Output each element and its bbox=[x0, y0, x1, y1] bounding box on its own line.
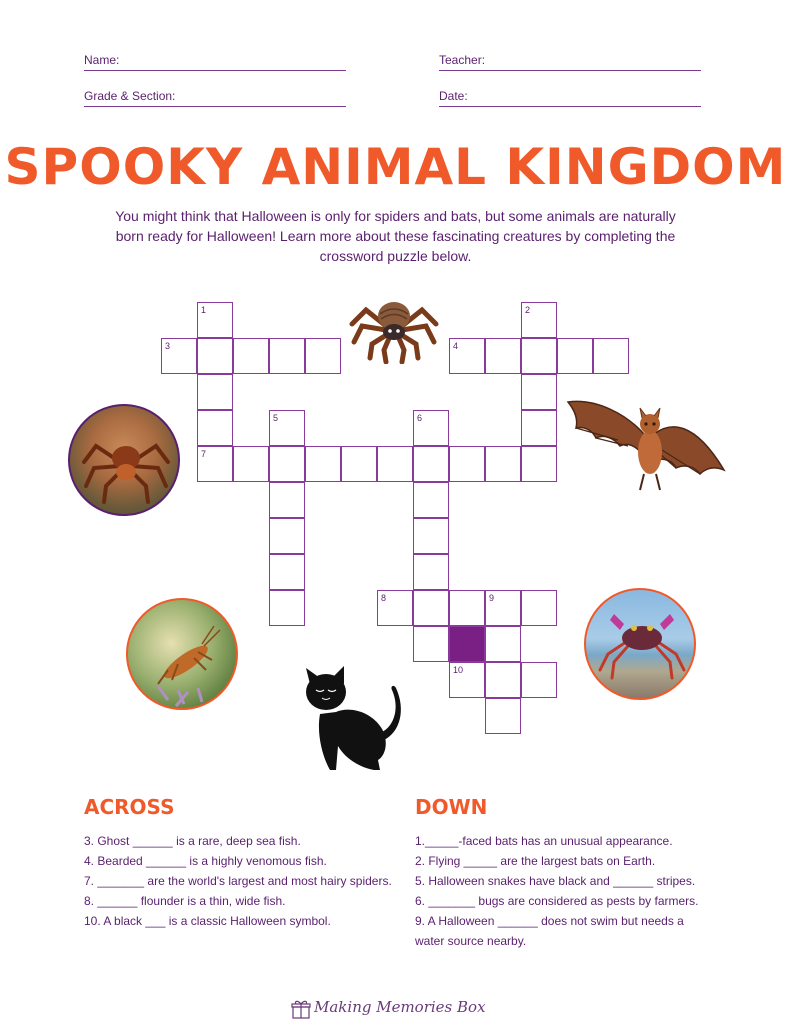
brand-logo bbox=[290, 996, 510, 1022]
down-clue: 9. A Halloween ______ does not swim but needs a water source nearby. bbox=[415, 914, 684, 948]
down-clue: 1._____-faced bats has an unusual appearance. bbox=[415, 834, 673, 848]
date-label: Date: bbox=[439, 89, 468, 103]
down-clue: 2. Flying _____ are the largest bats on Earth. bbox=[415, 854, 656, 868]
crossword-cell[interactable] bbox=[233, 446, 269, 482]
crossword-cell[interactable] bbox=[161, 338, 197, 374]
crossword-cell[interactable] bbox=[305, 338, 341, 374]
spider-icon bbox=[348, 292, 440, 364]
crossword-cell[interactable] bbox=[485, 338, 521, 374]
grade-line bbox=[84, 106, 346, 107]
crossword-cell[interactable] bbox=[485, 662, 521, 698]
crossword-cell[interactable] bbox=[197, 374, 233, 410]
crossword-cell[interactable] bbox=[377, 590, 413, 626]
crossword-cell[interactable] bbox=[341, 446, 377, 482]
date-line bbox=[439, 106, 701, 107]
across-clue: 3. Ghost ______ is a rare, deep sea fish. bbox=[84, 834, 301, 848]
teacher-field[interactable] bbox=[439, 53, 701, 73]
gift-box-icon bbox=[290, 998, 312, 1020]
crossword-cell[interactable] bbox=[521, 338, 557, 374]
grade-label: Grade & Section: bbox=[84, 89, 176, 103]
clue-number: 9 bbox=[489, 593, 495, 603]
crossword-cell[interactable] bbox=[269, 446, 305, 482]
crossword-cell[interactable] bbox=[233, 338, 269, 374]
teacher-line bbox=[439, 70, 701, 71]
crossword-cell[interactable] bbox=[521, 662, 557, 698]
crossword-cell[interactable] bbox=[197, 302, 233, 338]
name-label: Name: bbox=[84, 53, 120, 67]
crossword-cell[interactable] bbox=[557, 338, 593, 374]
crossword-cell[interactable] bbox=[485, 590, 521, 626]
crossword-cell[interactable] bbox=[413, 410, 449, 446]
down-clue: 5. Halloween snakes have black and ______ stripes. bbox=[415, 874, 696, 888]
crossword-cell[interactable] bbox=[413, 518, 449, 554]
clue-number: 4 bbox=[453, 341, 459, 351]
crossword-cell[interactable] bbox=[269, 410, 305, 446]
bug-photo bbox=[126, 598, 238, 710]
crossword-cell[interactable] bbox=[485, 626, 521, 662]
crossword-cell[interactable] bbox=[449, 338, 485, 374]
crossword-cell[interactable] bbox=[413, 590, 449, 626]
crossword-cell[interactable] bbox=[413, 482, 449, 518]
crossword-cell[interactable] bbox=[485, 446, 521, 482]
clue-number: 10 bbox=[453, 665, 464, 675]
down-clue: 6. _______ bugs are considered as pests by farmers. bbox=[415, 894, 699, 908]
crossword-cell[interactable] bbox=[269, 554, 305, 590]
crossword-cell[interactable] bbox=[521, 302, 557, 338]
crossword-cell[interactable] bbox=[521, 590, 557, 626]
clue-number: 5 bbox=[273, 413, 279, 423]
intro-text: You might think that Halloween is only for spiders and bats, but some animals are naturally born ready for Halloween! Learn more about these fascinating creatures by completing the crossword puzzle below. bbox=[115, 208, 676, 264]
date-field[interactable] bbox=[439, 89, 701, 109]
crossword-cell[interactable] bbox=[413, 626, 449, 662]
page-title: SPOOKY ANIMAL KINGDOM bbox=[4, 138, 787, 196]
name-line bbox=[84, 70, 346, 71]
crossword-cell[interactable] bbox=[521, 374, 557, 410]
crossword-cell[interactable] bbox=[485, 698, 521, 734]
crossword-cell[interactable] bbox=[269, 338, 305, 374]
crossword-cell[interactable] bbox=[449, 590, 485, 626]
grade-field[interactable] bbox=[84, 89, 346, 109]
clue-number: 6 bbox=[417, 413, 423, 423]
cat-icon bbox=[300, 666, 410, 776]
crossword-cell[interactable] bbox=[269, 518, 305, 554]
crossword-cell[interactable] bbox=[269, 590, 305, 626]
crossword-cell[interactable] bbox=[521, 410, 557, 446]
crossword-cell[interactable] bbox=[521, 446, 557, 482]
clue-number: 1 bbox=[201, 305, 207, 315]
crossword-cell[interactable] bbox=[197, 338, 233, 374]
across-heading: ACROSS bbox=[84, 795, 175, 819]
crossword-cell[interactable] bbox=[449, 662, 485, 698]
crab-photo bbox=[584, 588, 696, 700]
brand-name: Making Memories Box bbox=[314, 998, 486, 1016]
crossword-cell[interactable] bbox=[305, 446, 341, 482]
bat-icon bbox=[566, 394, 726, 494]
crossword-cell[interactable] bbox=[413, 554, 449, 590]
across-clue: 10. A black ___ is a classic Halloween symbol. bbox=[84, 914, 331, 928]
teacher-label: Teacher: bbox=[439, 53, 486, 67]
clue-number: 7 bbox=[201, 449, 207, 459]
crossword-cell[interactable] bbox=[413, 446, 449, 482]
crossword-cell[interactable] bbox=[593, 338, 629, 374]
tarantula-photo bbox=[68, 404, 180, 516]
clue-number: 3 bbox=[165, 341, 171, 351]
crossword-cell[interactable] bbox=[197, 446, 233, 482]
across-clue: 7. _______ are the world's largest and most hairy spiders. bbox=[84, 874, 392, 888]
across-clue: 8. ______ flounder is a thin, wide fish. bbox=[84, 894, 286, 908]
down-heading: DOWN bbox=[415, 795, 488, 819]
clue-number: 8 bbox=[381, 593, 387, 603]
across-clue: 4. Bearded ______ is a highly venomous fish. bbox=[84, 854, 327, 868]
crossword-cell[interactable] bbox=[269, 482, 305, 518]
crossword-cell[interactable] bbox=[449, 446, 485, 482]
name-field[interactable] bbox=[84, 53, 346, 73]
clue-number: 2 bbox=[525, 305, 531, 315]
blocked-cell bbox=[449, 626, 485, 662]
crossword-cell[interactable] bbox=[197, 410, 233, 446]
crossword-cell[interactable] bbox=[377, 446, 413, 482]
